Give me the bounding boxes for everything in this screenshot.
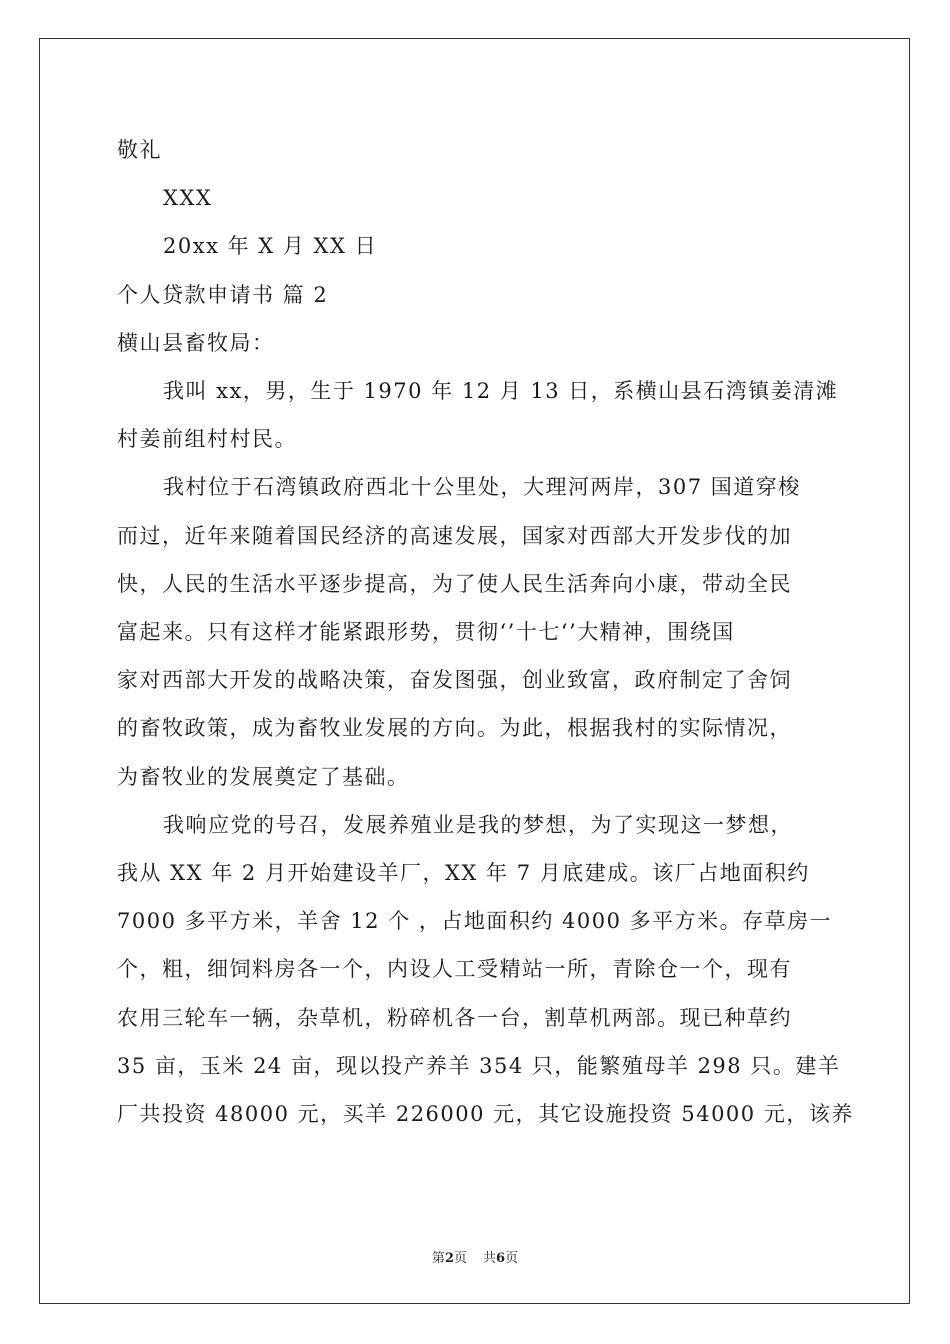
- signature-name: XXX: [163, 186, 213, 211]
- text-line: 我从 XX 年 2 月开始建设羊厂，XX 年 7 月底建成。该厂占地面积约: [117, 861, 810, 886]
- text-line: 农用三轮车一辆，杂草机，粉碎机各一台，割草机两部。现已种草约: [117, 1005, 792, 1030]
- text-line: 我响应党的号召，发展养殖业是我的梦想，为了实现这一梦想，: [163, 812, 793, 837]
- text-line: 而过，近年来随着国民经济的高速发展，国家对西部大开发步伐的加: [117, 523, 792, 548]
- text-line: 厂共投资 48000 元，买羊 226000 元，其它设施投资 54000 元，该养: [117, 1102, 854, 1127]
- document-body: [117, 126, 854, 1138]
- paragraph-farm: [117, 801, 854, 1138]
- text-line: 个，粗，细饲料房各一个，内设人工受精站一所，青除仓一个，现有: [117, 957, 792, 982]
- page-suffix: 页: [453, 1251, 467, 1266]
- text-line: 家对西部大开发的战略决策，奋发图强，创业致富，政府制定了舍饲: [117, 668, 792, 693]
- text-line: 快，人民的生活水平逐步提高，为了使人民生活奔向小康，带动全民: [117, 571, 792, 596]
- recipient-line: 横山县畜牧局：: [117, 330, 275, 355]
- page-footer: [0, 1247, 950, 1266]
- total-suffix: 页: [505, 1251, 519, 1266]
- page-prefix: 第: [431, 1251, 445, 1266]
- total-prefix: 共: [483, 1251, 497, 1266]
- page-current: 2: [444, 1251, 454, 1266]
- paragraph-intro: [117, 367, 837, 463]
- text-line: 的畜牧政策，成为畜牧业发展的方向。为此，根据我村的实际情况，: [117, 716, 792, 741]
- text-line: 我叫 xx，男，生于 1970 年 12 月 13 日，系横山县石湾镇姜清滩: [163, 379, 839, 404]
- text-line: 我村位于石湾镇政府西北十公里处，大理河两岸，307 国道穿梭: [163, 475, 801, 500]
- page-total: 6: [496, 1251, 506, 1266]
- signature-date: 20xx 年 X 月 XX 日: [163, 234, 378, 259]
- text-line: 村姜前组村村民。: [117, 427, 297, 452]
- text-line: 富起来。只有这样才能紧跟形势，贯彻‘’十七‘’大精神，围绕国: [117, 620, 735, 645]
- text-line: 为畜牧业的发展奠定了基础。: [117, 764, 410, 789]
- paragraph-village: [117, 463, 837, 800]
- text-line: 35 亩，玉米 24 亩，现以投产养羊 354 只，能繁殖母羊 298 只。建羊: [117, 1053, 841, 1078]
- text-line: 7000 多平方米，羊舍 12 个 ，占地面积约 4000 多平方米。存草房一: [117, 909, 833, 934]
- closing-salutation: 敬礼: [117, 138, 162, 162]
- section-title: 个人贷款申请书 篇 2: [117, 282, 329, 307]
